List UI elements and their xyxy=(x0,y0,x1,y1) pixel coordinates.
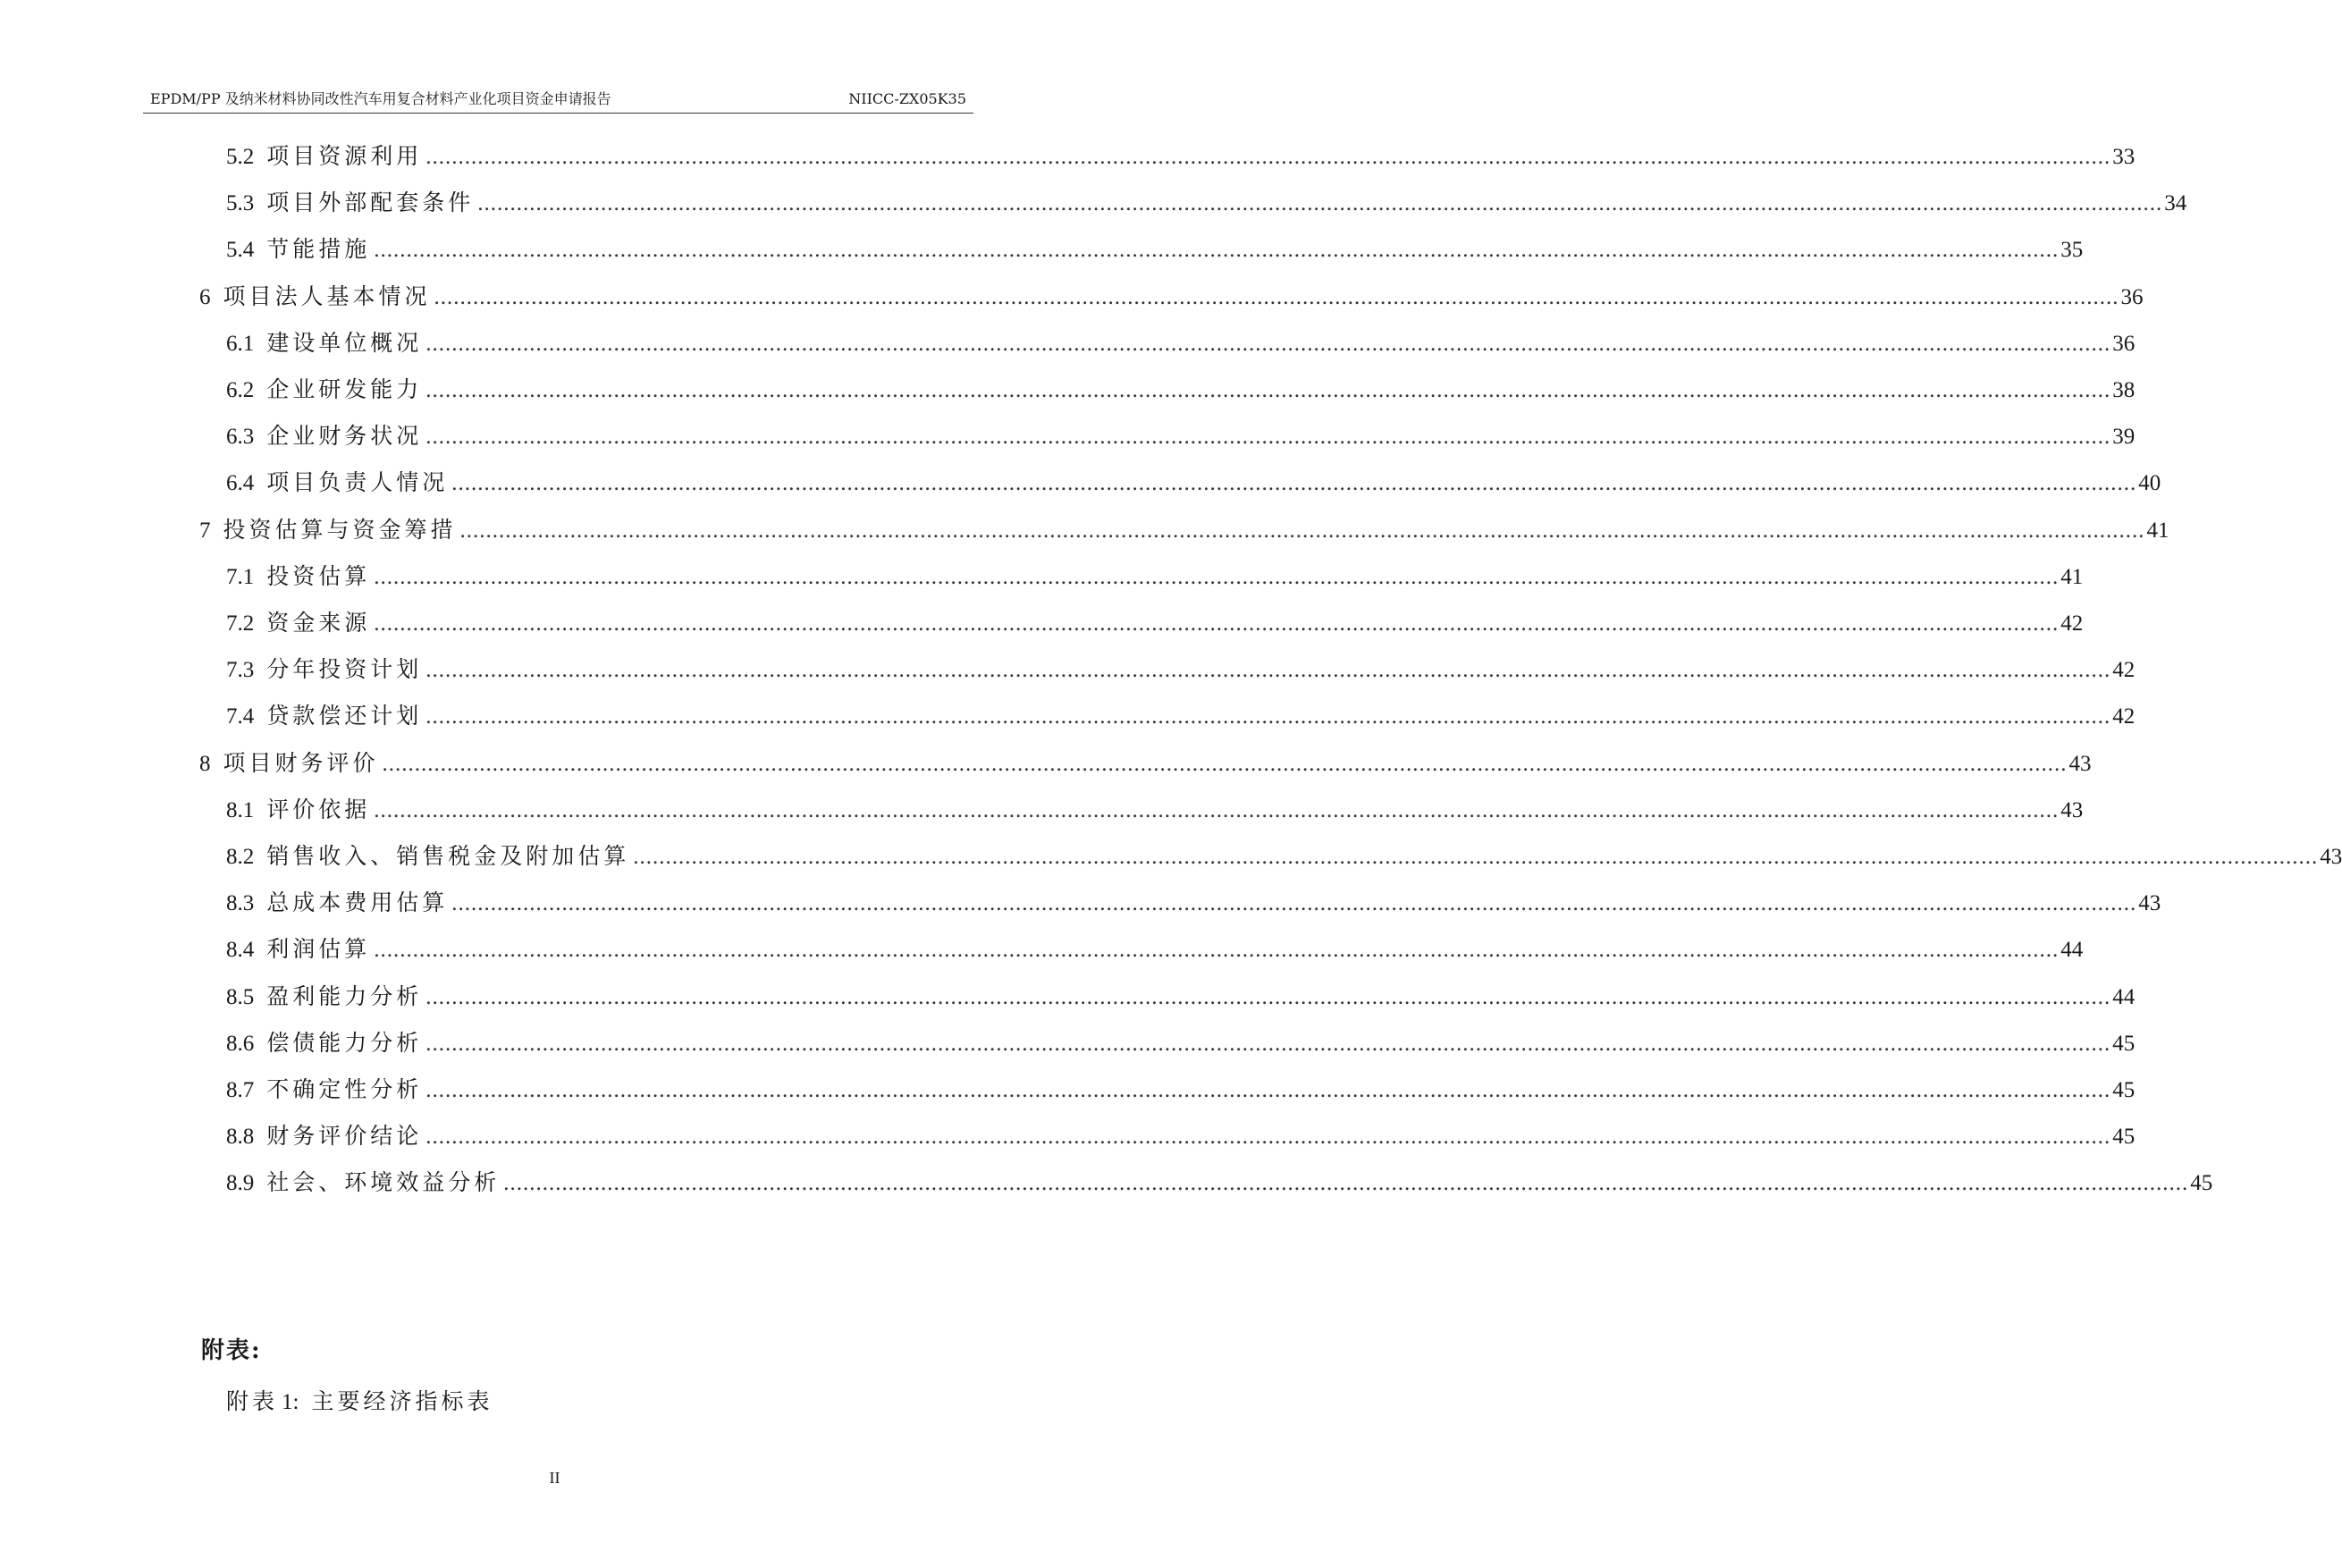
toc-entry-page: 43 xyxy=(2068,752,2092,776)
toc-leader-dots: .................................................................................................................................................................................................................................................................... xyxy=(425,425,2111,449)
toc-entry[interactable] xyxy=(226,561,2084,593)
toc-entry[interactable] xyxy=(226,887,2161,919)
toc-entry-title: 不确定性分析 xyxy=(266,1076,423,1102)
toc-entry-number: 7.3 xyxy=(226,658,255,682)
toc-entry-number: 7.4 xyxy=(226,704,255,729)
page-number: II xyxy=(549,1469,560,1487)
toc-entry[interactable] xyxy=(226,1027,2136,1059)
toc-entry-page: 41 xyxy=(2146,518,2169,543)
running-header xyxy=(143,89,973,109)
toc-leader-dots: .................................................................................................................................................................................................................................................................... xyxy=(374,238,2060,262)
toc-entry-page: 41 xyxy=(2060,565,2084,589)
toc-leader-dots: .................................................................................................................................................................................................................................................................... xyxy=(374,798,2060,822)
toc-entry[interactable] xyxy=(226,794,2084,826)
toc-entry-number: 6.3 xyxy=(226,425,255,449)
toc-entry-title: 分年投资计划 xyxy=(266,656,423,682)
appendix-item[interactable] xyxy=(226,1386,493,1419)
toc-entry[interactable] xyxy=(199,747,2092,780)
toc-entry-page: 43 xyxy=(2138,891,2161,915)
toc-entry-page: 45 xyxy=(2112,1032,2136,1056)
toc-entry[interactable] xyxy=(226,981,2136,1013)
appendix-item-label: 附表 xyxy=(226,1388,279,1414)
toc-entry-page: 43 xyxy=(2060,798,2084,822)
toc-entry-title: 企业财务状况 xyxy=(266,423,423,449)
toc-entry-number: 7.2 xyxy=(226,611,255,636)
toc-leader-dots: .................................................................................................................................................................................................................................................................... xyxy=(382,752,2068,776)
toc-entry-page: 43 xyxy=(2320,845,2342,869)
header-rule xyxy=(143,113,973,114)
toc-entry-number: 5.2 xyxy=(226,145,255,169)
toc-entry-title: 投资估算与资金筹措 xyxy=(223,517,457,543)
toc-leader-dots: .................................................................................................................................................................................................................................................................... xyxy=(477,191,2163,215)
toc-entry-number: 8.6 xyxy=(226,1032,255,1056)
toc-entry-title: 企业研发能力 xyxy=(266,376,423,402)
header-code: NIICC-ZX05K35 xyxy=(848,90,966,107)
toc-entry-number: 8.5 xyxy=(226,985,255,1009)
toc-entry[interactable] xyxy=(226,1074,2136,1106)
toc-entry-number: 5.3 xyxy=(226,191,255,215)
toc-entry-page: 42 xyxy=(2060,611,2084,636)
toc-entry-title: 投资估算 xyxy=(266,563,371,589)
toc-entry-title: 偿债能力分析 xyxy=(266,1030,423,1056)
toc-entry[interactable] xyxy=(226,233,2084,266)
toc-leader-dots: .................................................................................................................................................................................................................................................................... xyxy=(425,658,2111,682)
toc-entry-page: 40 xyxy=(2138,471,2161,495)
toc-entry-title: 贷款偿还计划 xyxy=(266,703,423,729)
toc-entry-title: 评价依据 xyxy=(266,797,371,822)
toc-entry-title: 利润估算 xyxy=(266,936,371,962)
toc-entry-number: 8.8 xyxy=(226,1125,255,1149)
toc-entry-title: 总成本费用估算 xyxy=(266,889,449,915)
toc-entry-number: 8.1 xyxy=(226,798,255,822)
toc-entry[interactable] xyxy=(226,1167,2213,1199)
toc-leader-dots: .................................................................................................................................................................................................................................................................... xyxy=(451,891,2137,915)
toc-entry-number: 7.1 xyxy=(226,565,255,589)
toc-leader-dots: .................................................................................................................................................................................................................................................................... xyxy=(451,471,2137,495)
toc-entry-number: 8.4 xyxy=(226,938,255,962)
toc-entry-title: 盈利能力分析 xyxy=(266,983,423,1009)
toc-entry[interactable] xyxy=(226,327,2136,359)
toc-leader-dots: .................................................................................................................................................................................................................................................................... xyxy=(425,704,2111,729)
toc-entry[interactable] xyxy=(226,140,2136,173)
toc-entry-title: 资金来源 xyxy=(266,610,371,636)
toc-entry[interactable] xyxy=(226,607,2084,639)
toc-entry-page: 44 xyxy=(2060,938,2084,962)
toc-entry-page: 34 xyxy=(2164,191,2187,215)
toc-entry[interactable] xyxy=(199,281,2144,313)
toc-entry[interactable] xyxy=(226,467,2161,499)
toc-leader-dots: .................................................................................................................................................................................................................................................................... xyxy=(503,1171,2189,1195)
toc-entry-title: 财务评价结论 xyxy=(266,1123,423,1149)
toc-entry-number: 6.1 xyxy=(226,332,255,356)
toc-entry-title: 社会、环境效益分析 xyxy=(266,1169,501,1195)
toc-entry-title: 项目外部配套条件 xyxy=(266,190,475,215)
header-title: EPDM/PP 及纳米材料协同改性汽车用复合材料产业化项目资金申请报告 xyxy=(150,90,611,107)
toc-leader-dots: .................................................................................................................................................................................................................................................................... xyxy=(425,378,2111,402)
toc-entry-page: 33 xyxy=(2112,145,2136,169)
appendix-item-title: 主要经济指标表 xyxy=(311,1388,493,1414)
toc-entry-title: 建设单位概况 xyxy=(266,330,423,356)
toc-entry-page: 44 xyxy=(2112,985,2136,1009)
toc-entry[interactable] xyxy=(226,840,2342,873)
toc-entry-number: 6.2 xyxy=(226,378,255,402)
toc-entry-title: 项目负责人情况 xyxy=(266,469,449,495)
toc-entry[interactable] xyxy=(226,653,2136,686)
toc-entry[interactable] xyxy=(226,933,2084,965)
toc-entry-page: 36 xyxy=(2112,332,2136,356)
toc-entry-page: 35 xyxy=(2060,238,2084,262)
toc-leader-dots: .................................................................................................................................................................................................................................................................... xyxy=(633,845,2319,869)
toc-entry-page: 39 xyxy=(2112,425,2136,449)
appendix-heading: 附表: xyxy=(201,1337,262,1364)
toc-entry-number: 6 xyxy=(199,285,211,309)
toc-leader-dots: .................................................................................................................................................................................................................................................................... xyxy=(425,1032,2111,1056)
toc-leader-dots: .................................................................................................................................................................................................................................................................... xyxy=(425,985,2111,1009)
toc-leader-dots: .................................................................................................................................................................................................................................................................... xyxy=(425,1125,2111,1149)
toc-entry-number: 5.4 xyxy=(226,238,255,262)
toc-leader-dots: .................................................................................................................................................................................................................................................................... xyxy=(374,565,2060,589)
toc-entry-number: 8.2 xyxy=(226,845,255,869)
toc-entry-number: 8.7 xyxy=(226,1078,255,1102)
toc-entry-number: 7 xyxy=(199,518,211,543)
toc-entry-title: 项目法人基本情况 xyxy=(223,283,431,309)
toc-leader-dots: .................................................................................................................................................................................................................................................................... xyxy=(374,938,2060,962)
toc-entry[interactable] xyxy=(226,187,2187,219)
toc-entry-number: 8.9 xyxy=(226,1171,255,1195)
toc-entry[interactable] xyxy=(226,1120,2136,1152)
toc-entry-page: 42 xyxy=(2112,704,2136,729)
toc-entry-page: 38 xyxy=(2112,378,2136,402)
toc-entry-page: 45 xyxy=(2190,1171,2213,1195)
toc-leader-dots: .................................................................................................................................................................................................................................................................... xyxy=(425,145,2111,169)
toc-entry-title: 销售收入、销售税金及附加估算 xyxy=(266,843,630,869)
toc-entry-number: 8 xyxy=(199,752,211,776)
toc-entry-number: 6.4 xyxy=(226,471,255,495)
toc-leader-dots: .................................................................................................................................................................................................................................................................... xyxy=(425,1078,2111,1102)
toc-entry[interactable] xyxy=(199,514,2169,546)
toc-entry-page: 45 xyxy=(2112,1125,2136,1149)
toc-entry-number: 8.3 xyxy=(226,891,255,915)
toc-leader-dots: .................................................................................................................................................................................................................................................................... xyxy=(434,285,2119,309)
toc-entry-title: 项目资源利用 xyxy=(266,143,423,169)
toc-entry-title: 项目财务评价 xyxy=(223,750,379,776)
appendix-item-number: 1: xyxy=(282,1390,299,1414)
toc-entry[interactable] xyxy=(226,420,2136,452)
toc-entry-title: 节能措施 xyxy=(266,236,371,262)
toc-entry-page: 45 xyxy=(2112,1078,2136,1102)
toc-entry-page: 36 xyxy=(2120,285,2144,309)
toc-entry[interactable] xyxy=(226,700,2136,732)
toc-entry[interactable] xyxy=(226,374,2136,406)
toc-leader-dots: .................................................................................................................................................................................................................................................................... xyxy=(374,611,2060,636)
toc-leader-dots: .................................................................................................................................................................................................................................................................... xyxy=(459,518,2145,543)
toc-entry-page: 42 xyxy=(2112,658,2136,682)
toc-leader-dots: .................................................................................................................................................................................................................................................................... xyxy=(425,332,2111,356)
